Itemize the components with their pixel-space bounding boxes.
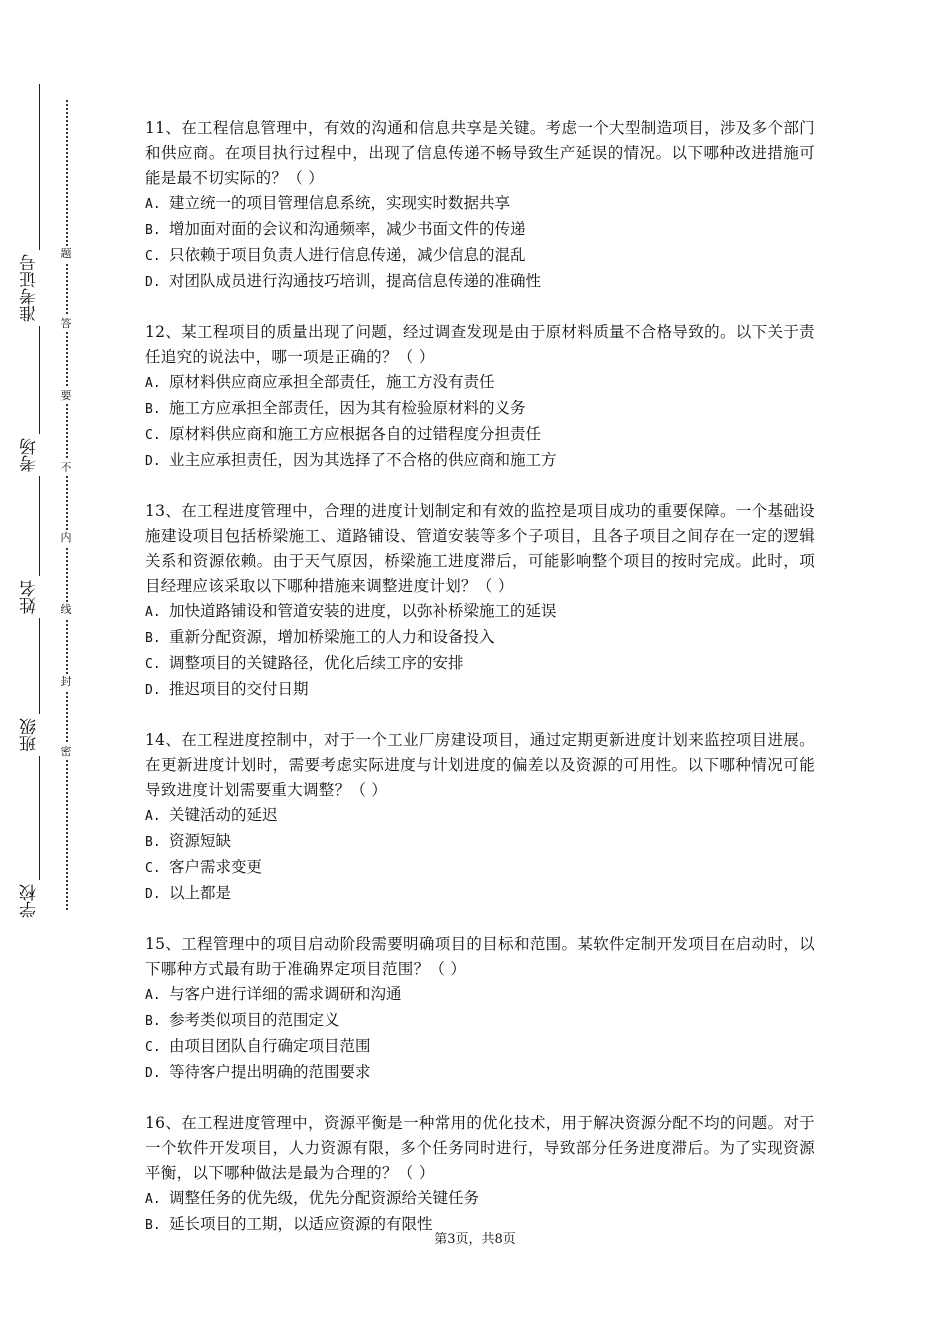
option-text: 等待客户提出明确的范围要求 — [169, 1063, 371, 1081]
option-text: 原材料供应商和施工方应根据各自的过错程度分担责任 — [169, 425, 542, 443]
seal-char: 线 — [58, 602, 74, 618]
option — [145, 599, 815, 625]
option — [145, 243, 815, 269]
option-letter: D. — [145, 1066, 161, 1081]
question-stem: 13、在工程进度管理中，合理的进度计划制定和有效的监控是项目成功的重要保障。一个基础设施建设项目包括桥梁施工、道路铺设、管道安装等多个子项目，且各子项目之间存在一定的逻辑关系和资源依赖。由于天气原因，桥梁施工进度滞后，可能影响整个项目的按时完成。此时，项目经理应该采取以下哪种措施来调整进度计划？（ ） — [145, 502, 815, 595]
field-name: 姓名 — [12, 576, 48, 618]
option-letter: A. — [145, 809, 161, 824]
question-stem: 11、在工程信息管理中，有效的沟通和信息共享是关键。考虑一个大型制造项目，涉及多个部门和供应商。在项目执行过程中，出现了信息传递不畅导致生产延误的情况。以下哪种改进措施可能是最不切实际的？（ ） — [145, 119, 815, 187]
option-text: 调整任务的优先级，优先分配资源给关键任务 — [169, 1189, 480, 1207]
option — [145, 677, 815, 703]
option-text: 以上都是 — [169, 884, 232, 902]
option — [145, 881, 815, 907]
option-letter: B. — [145, 223, 161, 238]
question-16 — [145, 1111, 815, 1238]
option-letter: A. — [145, 197, 161, 212]
option-letter: A. — [145, 605, 161, 620]
option-text: 建立统一的项目管理信息系统，实现实时数据共享 — [169, 194, 511, 212]
seal-char: 题 — [58, 246, 74, 262]
option-text: 加快道路铺设和管道安装的进度，以弥补桥梁施工的延误 — [169, 602, 557, 620]
option-letter: B. — [145, 1014, 161, 1029]
option-letter: D. — [145, 275, 161, 290]
option-text: 增加面对面的会议和沟通频率，减少书面文件的传递 — [169, 220, 526, 238]
option — [145, 855, 815, 881]
binding-margin — [0, 0, 120, 1344]
option-letter: D. — [145, 887, 161, 902]
option — [145, 269, 815, 295]
option — [145, 625, 815, 651]
option — [145, 422, 815, 448]
seal-char: 要 — [58, 388, 74, 404]
question-14 — [145, 728, 815, 907]
question-12 — [145, 320, 815, 474]
option — [145, 1034, 815, 1060]
option-text: 延长项目的工期，以适应资源的有限性 — [169, 1215, 433, 1233]
question-stem: 12、某工程项目的质量出现了问题，经过调查发现是由于原材料质量不合格导致的。以下关于责任追究的说法中，哪一项是正确的？（ ） — [145, 323, 815, 366]
seal-char: 内 — [58, 530, 74, 546]
binding-solid-line — [39, 84, 40, 896]
question-stem: 16、在工程进度管理中，资源平衡是一种常用的优化技术，用于解决资源分配不均的问题。对于一个软件开发项目，人力资源有限，多个任务同时进行，导致部分任务进度滞后。为了实现资源平衡，以下哪种做法是最为合理的？（ ） — [145, 1114, 815, 1182]
question-11 — [145, 116, 815, 295]
seal-char: 答 — [58, 316, 74, 332]
option — [145, 1186, 815, 1212]
option-text: 重新分配资源，增加桥梁施工的人力和设备投入 — [169, 628, 495, 646]
option-letter: A. — [145, 988, 161, 1003]
option-letter: D. — [145, 454, 161, 469]
option — [145, 1060, 815, 1086]
option-letter: B. — [145, 402, 161, 417]
option-letter: D. — [145, 683, 161, 698]
option-text: 调整项目的关键路径，优化后续工序的安排 — [169, 654, 464, 672]
option-text: 参考类似项目的范围定义 — [169, 1011, 340, 1029]
field-exam-id: 准考证号 — [12, 250, 48, 326]
option-text: 推迟项目的交付日期 — [169, 680, 309, 698]
option-text: 客户需求变更 — [169, 858, 263, 876]
seal-char: 不 — [58, 460, 74, 476]
seal-char: 密 — [58, 744, 74, 760]
option-letter: A. — [145, 1192, 161, 1207]
option — [145, 982, 815, 1008]
option-text: 只依赖于项目负责人进行信息传递，减少信息的混乱 — [169, 246, 526, 264]
option-letter: A. — [145, 376, 161, 391]
question-13 — [145, 499, 815, 703]
option-letter: C. — [145, 1040, 161, 1055]
option — [145, 217, 815, 243]
option — [145, 191, 815, 217]
option-text: 施工方应承担全部责任，因为其有检验原材料的义务 — [169, 399, 526, 417]
option-letter: B. — [145, 835, 161, 850]
option — [145, 651, 815, 677]
option — [145, 829, 815, 855]
field-school: 学校 — [12, 880, 48, 922]
option-text: 对团队成员进行沟通技巧培训，提高信息传递的准确性 — [169, 272, 542, 290]
option — [145, 803, 815, 829]
option-text: 原材料供应商应承担全部责任，施工方没有责任 — [169, 373, 495, 391]
page-footer: 第3页，共8页 — [434, 1232, 516, 1247]
option-text: 由项目团队自行确定项目范围 — [169, 1037, 371, 1055]
option — [145, 396, 815, 422]
question-stem: 14、在工程进度控制中，对于一个工业厂房建设项目，通过定期更新进度计划来监控项目进展。在更新进度计划时，需要考虑实际进度与计划进度的偏差以及资源的可用性。以下哪种情况可能导致进度计划需要重大调整？（ ） — [145, 731, 815, 799]
option-letter: B. — [145, 1218, 161, 1233]
option-letter: C. — [145, 428, 161, 443]
option — [145, 448, 815, 474]
option-text: 资源短缺 — [169, 832, 232, 850]
option — [145, 370, 815, 396]
option-text: 业主应承担责任，因为其选择了不合格的供应商和施工方 — [169, 451, 557, 469]
option — [145, 1008, 815, 1034]
field-class: 班级 — [12, 714, 48, 756]
option-text: 与客户进行详细的需求调研和沟通 — [169, 985, 402, 1003]
option-letter: C. — [145, 249, 161, 264]
field-exam-room: 考场 — [12, 434, 48, 476]
question-list — [145, 116, 815, 1263]
option-letter: B. — [145, 631, 161, 646]
option-letter: C. — [145, 657, 161, 672]
binding-dotted-line — [66, 100, 68, 910]
option-text: 关键活动的延迟 — [169, 806, 278, 824]
question-15 — [145, 932, 815, 1086]
option-letter: C. — [145, 861, 161, 876]
seal-char: 封 — [58, 674, 74, 690]
question-stem: 15、工程管理中的项目启动阶段需要明确项目的目标和范围。某软件定制开发项目在启动时，以下哪种方式最有助于准确界定项目范围？（ ） — [145, 935, 815, 978]
